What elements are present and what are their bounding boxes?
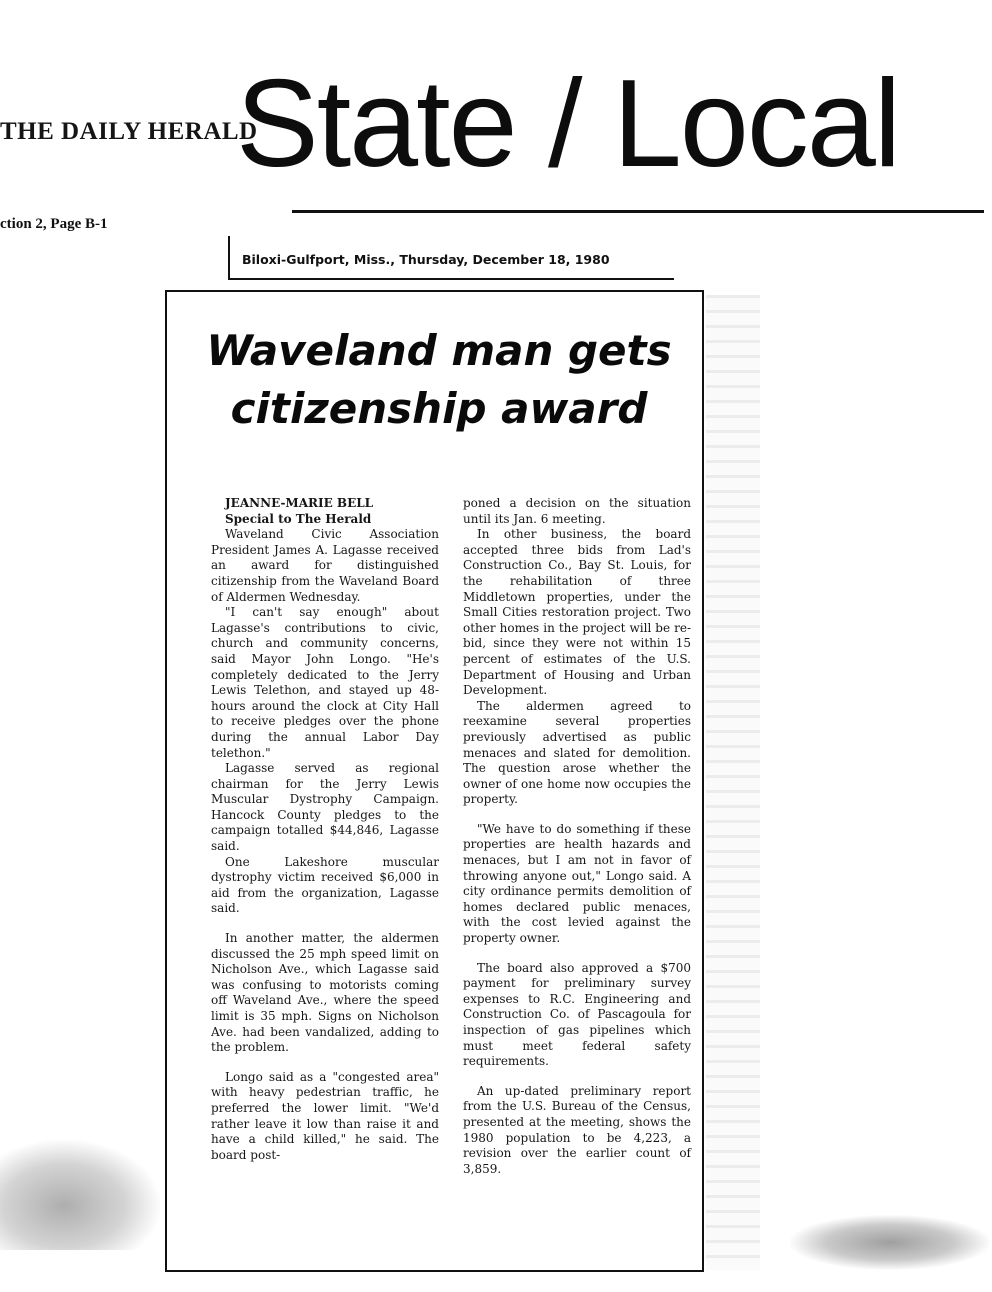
dateline: Biloxi-Gulfport, Miss., Thursday, December 18, 1980: [242, 252, 610, 267]
headline: Waveland man gets citizenship award: [206, 326, 672, 433]
newspaper-name: THE DAILY HERALD: [0, 118, 258, 145]
byline: JEANNE-MARIE BELL: [225, 496, 374, 510]
bleed-through-column: [706, 295, 760, 1270]
paragraph: "I can't say enough" about Lagasse's contributions to civic, church and community concerns, said Mayor John Longo. "He's completely dedicated to the Jerry Lewis Telethon, and stayed up 48-hours around the clock at City Hall to receive pledges over the phone during the annual Labor Day telethon.": [211, 605, 439, 760]
dateline-tick: [228, 236, 230, 278]
article-clipping: [165, 290, 704, 1272]
paragraph: Longo said as a "congested area" with heavy pedestrian traffic, he preferred the lower limit. "We'd rather leave it low than raise it and have a child killed," he said. The board post-: [211, 1069, 439, 1162]
paragraph: Waveland Civic Association President James A. Lagasse received an award for distinguished citizenship from the Waveland Board of Aldermen Wednesday.: [211, 527, 439, 604]
article-column-left: [211, 496, 439, 1163]
paragraph: In other business, the board accepted three bids from Lad's Construction Co., Bay St. Louis, for the rehabilitation of three Middletown properties, under the Small Cities restoration project. Two other homes in the project will be re-bid, since they were not within 15 percent of estimates of the U.S. Department of Housing and Urban Development.: [463, 527, 691, 698]
dateline-rule: [228, 278, 674, 280]
scan-smudge-left: [0, 1140, 160, 1250]
scan-smudge-right: [790, 1215, 990, 1270]
section-page-label: ction 2, Page B-1: [0, 216, 108, 232]
paragraph: An up-dated preliminary report from the U.S. Bureau of the Census, presented at the meeting, shows the 1980 population to be 4,223, a revision over the earlier count of 3,859.: [463, 1083, 691, 1176]
section-title: State / Local: [236, 55, 900, 193]
byline-role: Special to The Herald: [225, 511, 372, 526]
paragraph: "We have to do something if these properties are health hazards and menaces, but I am not in favor of throwing anyone out," Longo said. A city ordinance permits demolition of homes declared public menaces, with the cost levied against the property owner.: [463, 821, 691, 946]
paragraph: poned a decision on the situation until its Jan. 6 meeting.: [463, 496, 691, 526]
masthead-rule: [292, 210, 984, 213]
paragraph: In another matter, the aldermen discussed the 25 mph speed limit on Nicholson Ave., which Lagasse said was confusing to motorists coming off Waveland Ave., where the speed limit is 35 mph. Signs on Nicholson Ave. had been vandalized, adding to the problem.: [211, 931, 439, 1055]
paragraph: The board also approved a $700 payment for preliminary survey expenses to R.C. Engineering and Construction Co. of Pascagoula for inspection of gas pipelines which must meet federal safety requirements.: [463, 960, 691, 1069]
paragraph: The aldermen agreed to reexamine several properties previously advertised as public menaces and slated for demolition. The question arose whether the owner of one home now occupies the property.: [463, 698, 691, 807]
paragraph: Lagasse served as regional chairman for the Jerry Lewis Muscular Dystrophy Campaign. Hancock County pledges to the campaign totalled $44,846, Lagasse said.: [211, 761, 439, 854]
paragraph: One Lakeshore muscular dystrophy victim received $6,000 in aid from the organization, Lagasse said.: [211, 854, 439, 916]
article-column-right: [463, 496, 691, 1177]
